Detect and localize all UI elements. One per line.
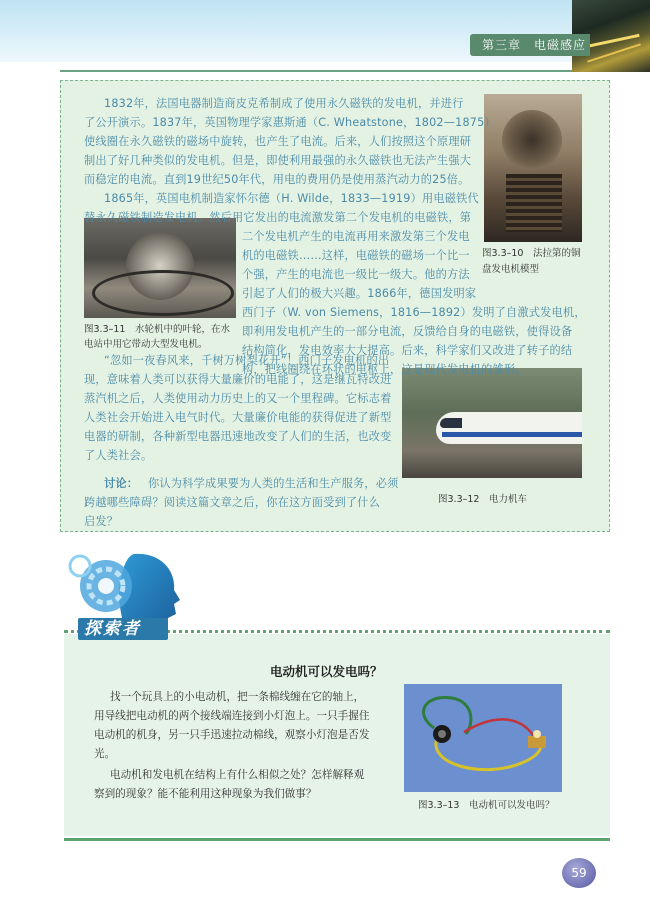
explorer-line: 电动机的机身，另一只手迅速拉动棉线，观察小灯泡是否发 — [94, 729, 370, 741]
reading-line: 而稳定的电流。直到19世纪50年代，用电的费用仍是使用蒸汽动力的25倍。 — [84, 173, 470, 186]
discussion-line: 跨越哪些障碍？阅读这篇文章之后，你在这方面受到了什么 — [84, 496, 381, 509]
explorer-line: 察到的现象？能不能利用这种现象为我们做事？ — [94, 788, 317, 800]
explorer-line: 用导线把电动机的两个接线端连接到小灯泡上。一只手握住 — [94, 710, 370, 722]
motor-bulb-experiment-photo — [404, 684, 562, 792]
reading-line: 替永久磁铁制造发电机。然后用它发出的电流激发第二个发电机的电磁铁，第 — [84, 211, 472, 224]
reading-line: 引起了人们的极大兴趣。1866年，德国发明家 — [242, 287, 477, 300]
reading-line: 了人类社会。 — [84, 449, 153, 462]
figure-caption-3-3-10-line2: 盘发电机模型 — [482, 264, 540, 275]
reading-line: 结构简化，发电效率大大提高。后来，科学家们又改进了转子的结 — [242, 344, 573, 357]
figure-caption-3-3-12: 图3.3–12 电力机车 — [438, 494, 527, 505]
reading-line: 即利用发电机产生的一部分电流，反馈给自身的电磁铁，使得设备 — [242, 325, 573, 338]
explorer-line: 光。 — [94, 748, 116, 760]
figure-caption-3-3-11-line1: 图3.3–11 水轮机中的叶轮，在水 — [84, 324, 230, 335]
reading-line: 机的电磁铁……这样，电磁铁的磁场一个比一 — [242, 249, 470, 262]
explorer-title: 电动机可以发电吗？ — [270, 664, 383, 679]
reading-line: “忽如一夜春风来，千树万树梨花开”！西门子发电机的出 — [104, 354, 390, 367]
figure-caption-3-3-13: 图3.3–13 电动机可以发电吗？ — [418, 800, 555, 811]
electric-locomotive-photo — [402, 368, 582, 478]
discussion-line: 启发？ — [84, 515, 119, 528]
reading-line: 西门子（W. von Siemens，1816—1892）发明了自激式发电机， — [242, 306, 586, 319]
page-number: 59 — [562, 858, 596, 888]
reading-line: 电器的研制，各种新型电器迅速地改变了人们的生活，也改变 — [84, 430, 392, 443]
reading-line: 现，意味着人类可以获得大量廉价的电能了，这是继瓦特改进 — [84, 373, 392, 386]
explorer-label: 探索者 — [78, 618, 168, 640]
reading-line: 1832年，法国电器制造商皮克希制成了使用永久磁铁的发电机，并进行 — [104, 97, 464, 110]
header-divider — [60, 70, 572, 72]
figure-caption-3-3-11-line2: 电站中用它带动大型发电机。 — [84, 339, 208, 350]
faraday-disc-generator-photo — [484, 94, 582, 242]
chapter-tab: 第三章 电磁感应 — [470, 34, 590, 56]
explorer-line: 找一个玩具上的小电动机，把一条棉线缠在它的轴上， — [110, 691, 365, 703]
reading-line: 制出了好几种类似的发电机。但是，即使利用最强的永久磁铁也无法产生强大 — [84, 154, 472, 167]
reading-line: 人类社会开始进入电气时代。大量廉价电能的获得促进了新型 — [84, 411, 392, 424]
reading-line: 二个发电机产生的电流再用来激发第三个发电 — [242, 230, 470, 243]
turbine-impeller-photo — [84, 218, 236, 318]
reading-line: 使线圈在永久磁铁的磁场中旋转，也产生了电流。后来，人们按照这个原理研 — [84, 135, 472, 148]
reading-line: 个强，产生的电流也一级比一级大。他的方法 — [242, 268, 470, 281]
reading-line: 了公开演示。1837年，英国物理学家惠斯通（C. Wheatstone，1802—1875） — [84, 116, 496, 129]
discussion-label: 讨论： — [104, 477, 139, 490]
explorer-line: 电动机和发电机在结构上有什么相似之处？怎样解释观 — [110, 769, 365, 781]
reading-line: 1865年，英国电机制造家怀尔德（H. Wilde，1833—1919）用电磁铁代 — [104, 192, 479, 205]
discussion-line: 你认为科学成果要为人类的生活和生产服务，必须 — [148, 477, 399, 490]
figure-caption-3-3-10-line1: 图3.3–10 法拉第的铜 — [482, 248, 581, 259]
reading-line: 构，把线圈绕在环状的电枢上，这是现代发电机的雏形。 — [242, 363, 527, 376]
reading-line: 蒸汽机之后，人类使用动力历史上的又一个里程碑。它标志着 — [84, 392, 392, 405]
explorer-bottom-border — [64, 838, 610, 841]
